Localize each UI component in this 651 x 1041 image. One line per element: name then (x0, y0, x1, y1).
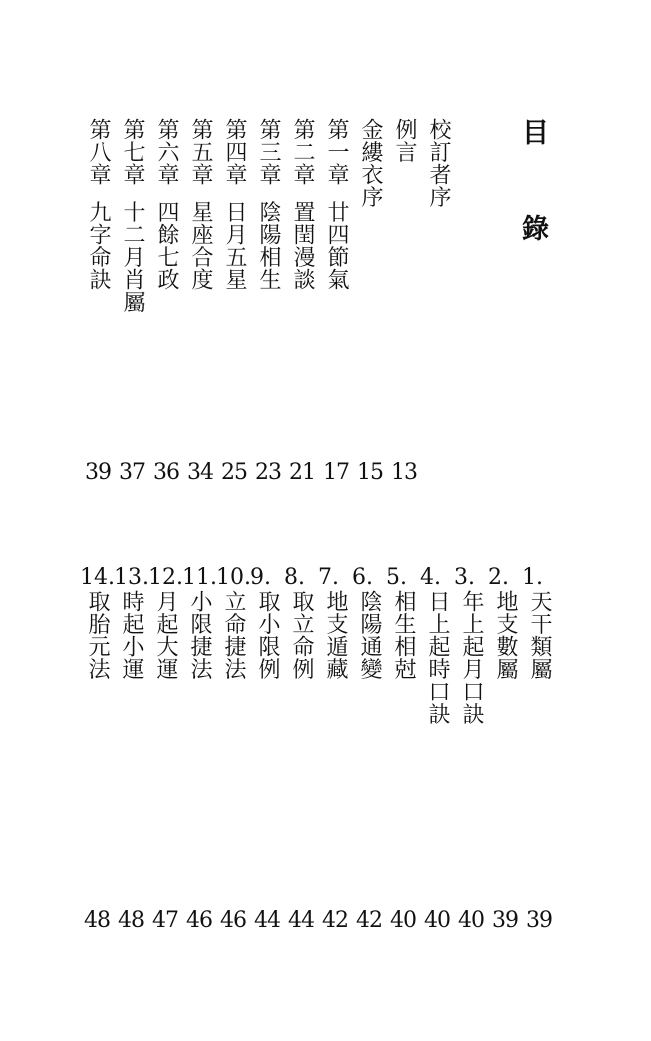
toc-page-number: 44 (254, 908, 280, 933)
toc-entry (81, 118, 115, 291)
toc-entry-label: 第五章 星座合度 (188, 118, 213, 291)
toc-entry-label: 校訂者序 (426, 118, 451, 208)
toc-entry-label: 陰陽通變 (357, 590, 382, 680)
toc-entry-number: 13. (114, 565, 149, 590)
toc-entry (352, 565, 386, 680)
toc-entry-label: 時起小運 (119, 590, 144, 680)
toc-page-number: 37 (119, 460, 145, 485)
toc-page-number: 40 (458, 908, 484, 933)
toc-page-number: 39 (85, 460, 111, 485)
toc-entry-label: 年上起月口訣 (459, 590, 484, 725)
toc-entry-label: 例言 (392, 118, 417, 163)
toc-page-number: 46 (220, 908, 246, 933)
toc-entry-label: 取胎元法 (85, 590, 110, 680)
toc-page-number: 13 (391, 460, 417, 485)
toc-entry (183, 118, 217, 291)
toc-entry (284, 565, 318, 680)
toc-entry (353, 118, 387, 208)
toc-page-number: 23 (255, 460, 281, 485)
toc-page-number: 34 (187, 460, 213, 485)
toc-entry-number: 8. (284, 565, 305, 590)
toc-entry-number: 14. (80, 565, 115, 590)
toc-page-number: 21 (289, 460, 315, 485)
toc-entry-label: 第七章 十二月肖屬 (120, 118, 145, 313)
toc-entry (80, 565, 114, 680)
toc-page-number: 39 (492, 908, 518, 933)
toc-entry (217, 118, 251, 291)
toc-page-number: 15 (357, 460, 383, 485)
toc-page-number: 40 (390, 908, 416, 933)
toc-entry (522, 565, 556, 680)
toc-entry-label: 第二章 置閏漫談 (290, 118, 315, 291)
toc-page-number: 42 (356, 908, 382, 933)
toc-entry-label: 天干類屬 (527, 590, 552, 680)
toc-entry (454, 565, 488, 725)
toc-entry-number: 2. (488, 565, 509, 590)
toc-entry (114, 565, 148, 680)
toc-page-number: 39 (526, 908, 552, 933)
toc-entry-label: 立命捷法 (221, 590, 246, 680)
toc-page-number: 48 (84, 908, 110, 933)
toc-entry-label: 第四章 日月五星 (222, 118, 247, 291)
toc-page-number: 42 (322, 908, 348, 933)
toc-entry (149, 118, 183, 291)
toc-entry (251, 118, 285, 291)
toc-entry (488, 565, 522, 680)
toc-entry (148, 565, 182, 680)
toc-page-number: 48 (118, 908, 144, 933)
toc-page-number: 47 (152, 908, 178, 933)
toc-entry-label: 金縷衣序 (358, 118, 383, 208)
toc-entry-number: 3. (454, 565, 475, 590)
toc-page-number: 36 (153, 460, 179, 485)
toc-entry (318, 565, 352, 680)
toc-entry-label: 第三章 陰陽相生 (256, 118, 281, 291)
toc-entry-number: 9. (250, 565, 271, 590)
toc-entry-label: 月起大運 (153, 590, 178, 680)
toc-entry-number: 1. (522, 565, 543, 590)
toc-page-number: 17 (323, 460, 349, 485)
toc-entry-label: 第八章 九字命訣 (86, 118, 111, 291)
toc-entry (182, 565, 216, 680)
toc-entry-label: 第六章 四餘七政 (154, 118, 179, 291)
toc-entry-number: 4. (420, 565, 441, 590)
toc-entry-number: 5. (386, 565, 407, 590)
toc-entry (319, 118, 353, 291)
toc-entry-label: 地支遁藏 (323, 590, 348, 680)
toc-entry (216, 565, 250, 680)
toc-entry-label: 地支數屬 (493, 590, 518, 680)
toc-entry (285, 118, 319, 291)
toc-page-number: 40 (424, 908, 450, 933)
toc-entry-number: 12. (148, 565, 183, 590)
toc-entry-label: 取小限例 (255, 590, 280, 680)
toc-entry-label: 小限捷法 (187, 590, 212, 680)
toc-entry-label: 第一章 廿四節氣 (324, 118, 349, 291)
toc-entry-number: 7. (318, 565, 339, 590)
toc-page-number: 44 (288, 908, 314, 933)
toc-entry-label: 日上起時口訣 (425, 590, 450, 725)
toc-entry (420, 565, 454, 725)
toc-entry-number: 11. (182, 565, 217, 590)
toc-page-number: 25 (221, 460, 247, 485)
toc-entry (386, 565, 420, 680)
toc-entry-label: 取立命例 (289, 590, 314, 680)
toc-entry (387, 118, 421, 163)
toc-entry (115, 118, 149, 313)
toc-entry-number: 10. (216, 565, 251, 590)
toc-entry-number: 6. (352, 565, 373, 590)
toc-title: 目 錄 (517, 118, 548, 272)
toc-entry (421, 118, 455, 208)
toc-page-number: 46 (186, 908, 212, 933)
toc-entry-label: 相生相尅 (391, 590, 416, 680)
toc-entry (250, 565, 284, 680)
